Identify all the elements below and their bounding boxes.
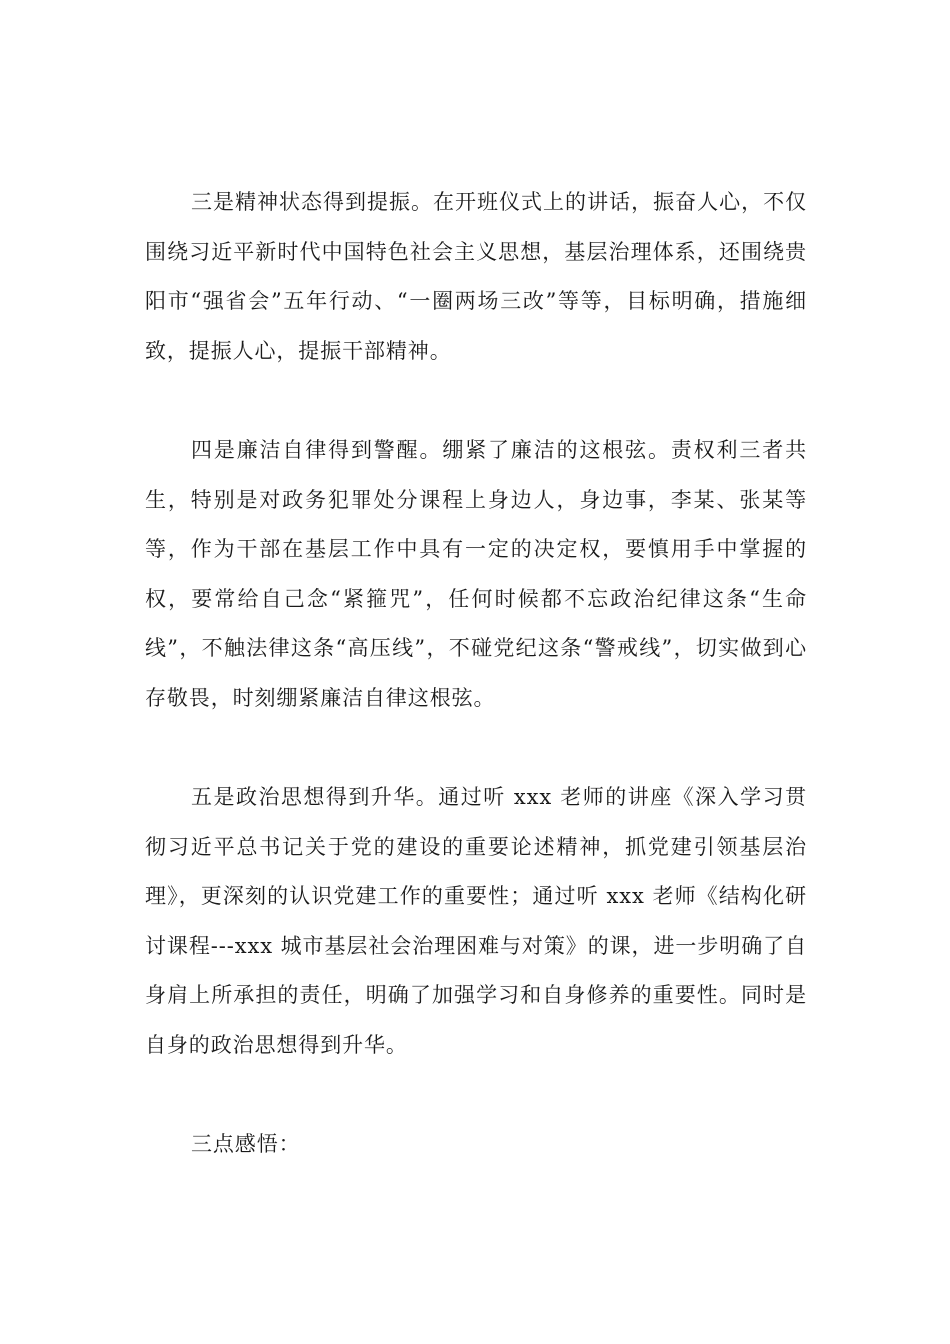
document-body <box>145 178 807 1170</box>
paragraph-spirit: 三是精神状态得到提振。在开班仪式上的讲话，振奋人心，不仅围绕习近平新时代中国特色社会主义思想，基层治理体系，还围绕贵阳市“强省会”五年行动、“一圈两场三改”等等，目标明确，措施细致，提振人心，提振干部精神。 <box>145 190 807 363</box>
paragraph-insights-heading: 三点感悟： <box>191 1132 301 1156</box>
paragraph-integrity: 四是廉洁自律得到警醒。绷紧了廉洁的这根弦。责权利三者共生，特别是对政务犯罪处分课程上身边人，身边事，李某、张某等等，作为干部在基层工作中具有一定的决定权，要慎用手中掌握的权，要常给自己念“紧箍咒”，任何时候都不忘政治纪律这条“生命线”，不触法律这条“高压线”，不碰党纪这条“警戒线”，切实做到心存敬畏，时刻绷紧廉洁自律这根弦。 <box>145 438 807 710</box>
paragraph-political-thought: 五是政治思想得到升华。通过听 xxx 老师的讲座《深入学习贯彻习近平总书记关于党的建设的重要论述精神，抓党建引领基层治理》，更深刻的认识党建工作的重要性；通过听 xxx 老师《结构化研讨课程---xxx 城市基层社会治理困难与对策》的课，进一步明确了自身肩上所承担的责任，明确了加强学习和自身修养的重要性。同时是自身的政治思想得到升华。 <box>145 785 807 1057</box>
